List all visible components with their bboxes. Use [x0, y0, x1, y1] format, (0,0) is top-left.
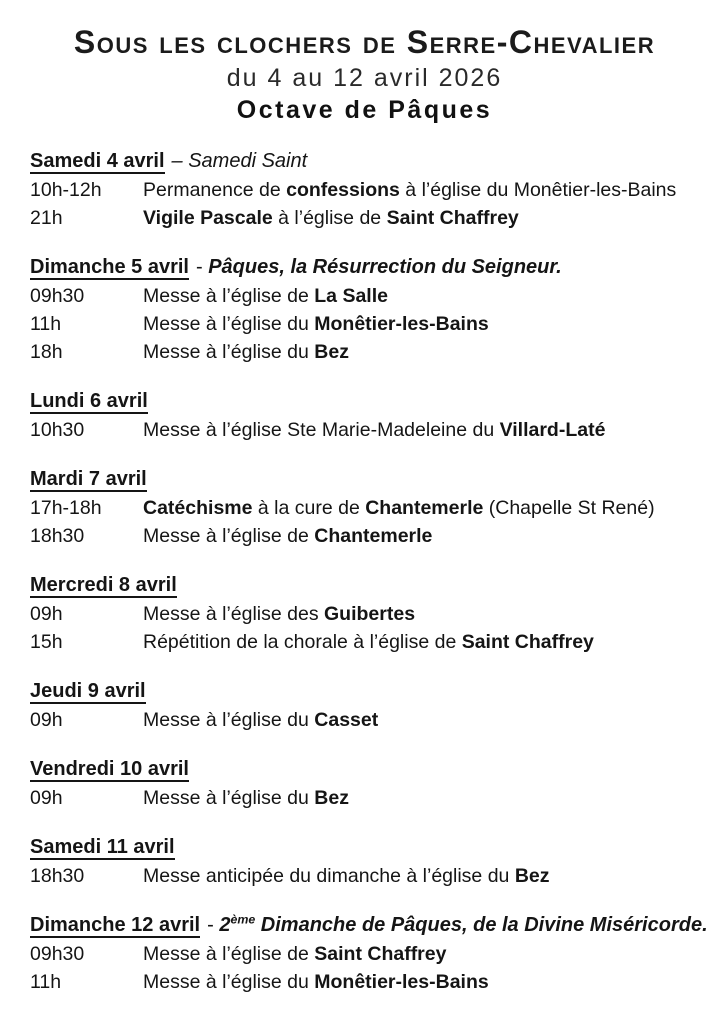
- text-segment: Répétition de la chorale à l’église de: [143, 631, 462, 653]
- event-description: [143, 310, 699, 338]
- text-segment: Chantemerle: [314, 525, 433, 547]
- text-segment: Bez: [314, 787, 349, 809]
- event-row: [30, 940, 699, 968]
- text-segment: Messe à l’église de: [143, 285, 315, 307]
- text-segment: ème: [230, 912, 256, 927]
- text-segment: Permanence de: [143, 179, 287, 201]
- event-description: [143, 600, 699, 628]
- text-segment: à la cure de: [252, 497, 366, 519]
- text-segment: Messe à l’église du: [143, 709, 315, 731]
- event-time: 17h-18h: [30, 497, 102, 519]
- text-segment: Messe à l’église de: [143, 943, 315, 965]
- text-segment: – Samedi Saint: [171, 150, 308, 172]
- text-segment: Dimanche de Pâques, de la Divine Miséricorde.: [255, 914, 708, 936]
- text-segment: Messe à l’église du: [143, 313, 315, 335]
- event-time: 09h: [30, 709, 63, 731]
- day-name: Mardi 7 avril: [30, 468, 147, 490]
- event-row: [30, 706, 699, 734]
- text-segment: Monêtier-les-Bains: [314, 313, 489, 335]
- schedule-list: [30, 147, 708, 996]
- text-segment: 2: [219, 914, 231, 936]
- text-segment: Bez: [314, 341, 349, 363]
- text-segment: Chantemerle: [365, 497, 484, 519]
- event-description: [143, 940, 699, 968]
- day-heading: [30, 387, 699, 415]
- event-description: [143, 968, 699, 996]
- event-time: 11h: [30, 971, 62, 993]
- text-segment: -: [195, 256, 209, 278]
- day-heading: [30, 755, 699, 783]
- day-note: [172, 150, 308, 172]
- text-segment: Saint Chaffrey: [314, 943, 447, 965]
- text-segment: Messe à l’église du: [143, 971, 315, 993]
- text-segment: Messe à l’église des: [143, 603, 325, 625]
- flyer-header: [30, 22, 699, 126]
- event-description: [143, 494, 699, 522]
- event-description: [143, 176, 699, 204]
- text-segment: Casset: [314, 709, 379, 731]
- event-row: [30, 176, 699, 204]
- day-section: [30, 755, 699, 812]
- day-name: Lundi 6 avril: [30, 390, 148, 412]
- event-description: [143, 862, 699, 890]
- date-range: du 4 au 12 avril 2026: [226, 64, 503, 92]
- day-section: [30, 911, 708, 996]
- text-segment: La Salle: [314, 285, 388, 307]
- day-heading: [30, 677, 699, 705]
- text-segment: Saint Chaffrey: [386, 207, 519, 229]
- event-row: [30, 628, 699, 656]
- text-segment: (Chapelle St René): [483, 497, 655, 519]
- event-time: 09h: [30, 787, 63, 809]
- event-row: [30, 862, 699, 890]
- day-heading: [30, 465, 699, 493]
- text-segment: Bez: [514, 865, 550, 887]
- event-description: [143, 522, 699, 550]
- day-name: Samedi 4 avril: [30, 150, 165, 172]
- event-row: [30, 494, 699, 522]
- day-name: Dimanche 5 avril: [30, 256, 189, 278]
- event-time: 09h30: [30, 285, 85, 307]
- event-time: 21h: [30, 207, 63, 229]
- event-description: [143, 204, 699, 232]
- event-row: [30, 338, 699, 366]
- event-row: [30, 522, 699, 550]
- page-title: Sous les clochers de Serre-Chevalier: [73, 24, 656, 60]
- text-segment: Pâques, la Résurrection du Seigneur.: [208, 256, 562, 278]
- day-section: [30, 253, 699, 366]
- text-segment: Vigile Pascale: [143, 207, 273, 229]
- text-segment: à l’église du Monêtier-les-Bains: [399, 179, 677, 201]
- event-time: 10h30: [30, 419, 85, 441]
- text-segment: confessions: [286, 179, 400, 201]
- day-section: [30, 677, 699, 734]
- text-segment: -: [207, 914, 220, 936]
- day-section: [30, 833, 699, 890]
- day-section: [30, 147, 699, 232]
- day-name: Dimanche 12 avril: [30, 914, 201, 936]
- event-time: 18h: [30, 341, 63, 363]
- text-segment: Guibertes: [324, 603, 416, 625]
- event-description: [143, 282, 699, 310]
- day-heading: [30, 571, 699, 599]
- event-time: 09h: [30, 603, 63, 625]
- day-note: [207, 914, 708, 936]
- day-heading: [30, 147, 699, 175]
- event-description: [143, 416, 699, 444]
- event-row: [30, 784, 699, 812]
- day-note: [196, 256, 562, 278]
- text-segment: Villard-Laté: [499, 419, 606, 441]
- day-heading: [30, 911, 708, 939]
- event-row: [30, 282, 699, 310]
- event-time: 15h: [30, 631, 63, 653]
- text-segment: à l’église de: [272, 207, 387, 229]
- event-row: [30, 310, 699, 338]
- day-name: Mercredi 8 avril: [30, 574, 177, 596]
- day-heading: [30, 253, 699, 281]
- text-segment: Messe à l’église de: [143, 525, 315, 547]
- text-segment: Messe à l’église Ste Marie-Madeleine du: [143, 419, 500, 441]
- text-segment: Monêtier-les-Bains: [314, 971, 489, 993]
- day-section: [30, 387, 699, 444]
- event-row: [30, 600, 699, 628]
- event-row: [30, 416, 699, 444]
- event-row: [30, 204, 699, 232]
- day-name: Vendredi 10 avril: [30, 758, 189, 780]
- day-section: [30, 465, 699, 550]
- text-segment: Messe à l’église du: [143, 341, 315, 363]
- text-segment: Catéchisme: [143, 497, 253, 519]
- event-description: [143, 628, 699, 656]
- event-description: [143, 706, 699, 734]
- event-description: [143, 338, 699, 366]
- event-time: 11h: [30, 313, 62, 335]
- day-name: Samedi 11 avril: [30, 836, 175, 858]
- event-time: 18h30: [30, 865, 85, 887]
- text-segment: Messe anticipée du dimanche à l’église du: [143, 865, 515, 887]
- day-section: [30, 571, 699, 656]
- event-time: 09h30: [30, 943, 85, 965]
- event-time: 18h30: [30, 525, 85, 547]
- day-name: Jeudi 9 avril: [30, 680, 146, 702]
- edition-title: Octave de Pâques: [236, 96, 493, 124]
- day-heading: [30, 833, 699, 861]
- event-time: 10h-12h: [30, 179, 102, 201]
- event-row: [30, 968, 699, 996]
- text-segment: Messe à l’église du: [143, 787, 315, 809]
- event-description: [143, 784, 699, 812]
- text-segment: Saint Chaffrey: [461, 631, 594, 653]
